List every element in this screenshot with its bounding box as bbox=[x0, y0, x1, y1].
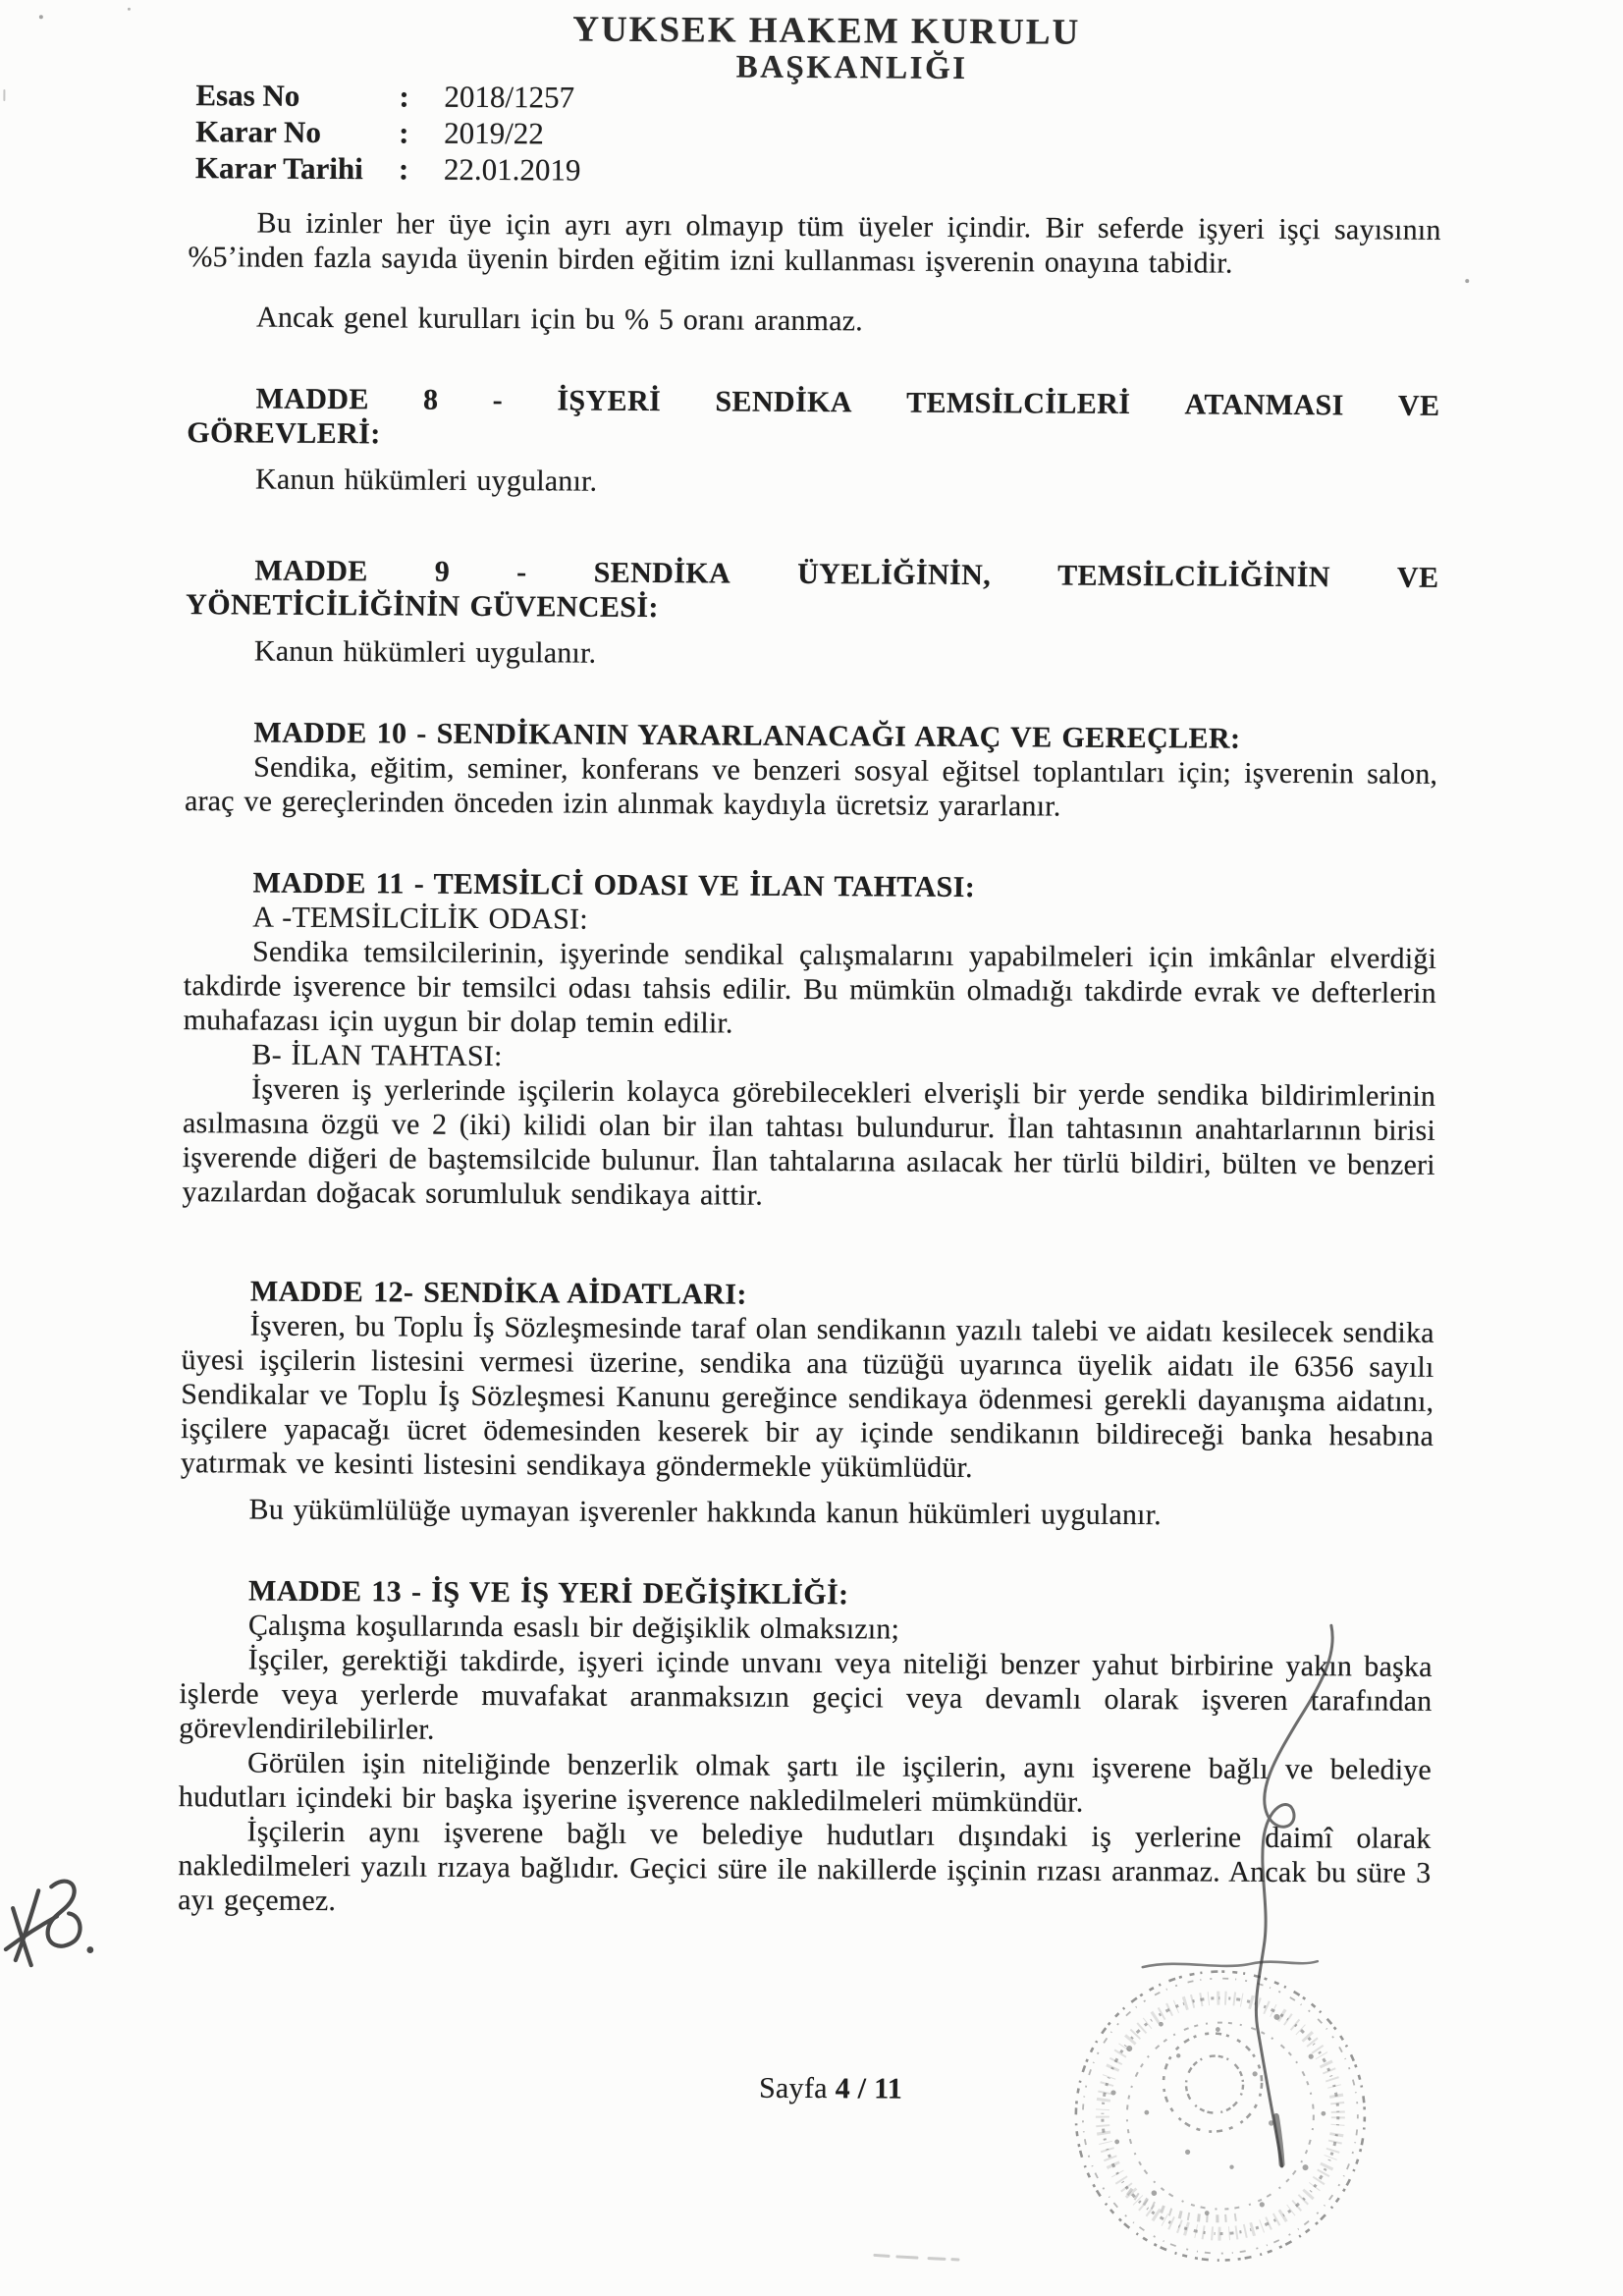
paragraph-temsilcilik: Sendika temsilcilerinin, işyerinde sendikal çalışmalarını yapabilmeleri için imkânlar elverdiği takdirde işverence bir temsilci odası tahsis edilir. Bu mümkün olmadığı takdirde evrak ve defterlerin muhafazası için uygun bir dolap temin edilir. bbox=[183, 935, 1437, 1040]
heading-madde-11: MADDE 11 - TEMSİLCİ ODASI VE İLAN TAHTASI: bbox=[252, 866, 976, 904]
meta-colon: : bbox=[398, 151, 409, 187]
meta-value: 2018/1257 bbox=[444, 79, 575, 115]
meta-label: Karar No bbox=[195, 114, 321, 149]
meta-row-karar-no bbox=[195, 113, 581, 151]
meta-value: 22.01.2019 bbox=[443, 151, 581, 188]
page-number-value: 4 / 11 bbox=[835, 2072, 903, 2105]
heading-madde-9: MADDE 9 - SENDİKA ÜYELİĞİNİN, TEMSİLCİLİĞİNİN VE YÖNETİCİLİĞİNİN GÜVENCESİ: bbox=[186, 554, 1439, 625]
meta-colon: : bbox=[399, 115, 409, 150]
paragraph-nakil: İşçilerin aynı işverene bağlı ve belediye hudutları dışındaki iş yerlerine daimî olarak nakledilmeleri yazılı rızaya bağlıdır. Geçici süre ile nakillerde işçinin rızası aranmaz. Ancak bu süre 3 ayı geçemez. bbox=[178, 1815, 1432, 1918]
paragraph-aidat: İşveren, bu Toplu İş Sözleşmesinde taraf olan sendikanın yazılı talebi ve aidatı kesilecek sendika üyesi işçilerin listesini vermesi üzerine, sendika ana tüzüğü uyarınca üyelik aidatı ile 6356 sayılı Sendikalar ve Toplu İş Sözleşmesi Kanunu gereğince sendikaya ödenmesi gerekli dayanışma aidatını, işçilere yapacağı ücret ödemesinden keserek bir ay içinde sendikanın bildireceği banka hesabına yatırmak ve kesinti listesini sendikaya göndermekle yükümlüdür. bbox=[180, 1309, 1434, 1485]
heading-madde-10: MADDE 10 - SENDİKANIN YARARLANACAĞI ARAÇ VE GEREÇLER: bbox=[253, 716, 1241, 755]
scan-speck bbox=[1465, 279, 1469, 283]
scan-speck bbox=[3, 89, 5, 101]
meta-row-karar-tarihi bbox=[195, 149, 581, 188]
paragraph-yukumluluk: Bu yükümlülüğe uymayan işverenler hakkında kanun hükümleri uygulanır. bbox=[248, 1493, 1162, 1532]
paragraph-calisma: Çalışma koşullarında esaslı bir değişiklik olmaksızın; bbox=[247, 1609, 900, 1646]
meta-label: Esas No bbox=[195, 78, 300, 113]
org-name-line2: BAŞKANLIĞI bbox=[735, 49, 968, 86]
paragraph-izinler: Bu izinler her üye için ayrı ayrı olmayıp tüm üyeler içindir. Bir seferde işyeri işçi sayısının %5’inden fazla sayıda üyenin birden eğitim izni kullanması işverenin onayına tabidir. bbox=[188, 206, 1441, 280]
page-number bbox=[759, 2072, 902, 2106]
meta-value: 2019/22 bbox=[444, 115, 544, 151]
heading-madde-8: MADDE 8 - İŞYERİ SENDİKA TEMSİLCİLERİ ATANMASI VE GÖREVLERİ: bbox=[187, 382, 1440, 451]
org-name-line1: YUKSEK HAKEM KURULU bbox=[572, 9, 1081, 53]
handwritten-initials-icon bbox=[0, 1866, 116, 1995]
heading-madde-12: MADDE 12- SENDİKA AİDATLARI: bbox=[249, 1275, 747, 1311]
document-body bbox=[178, 205, 1441, 1925]
heading-madde-13: MADDE 13 - İŞ VE İŞ YERİ DEĞİŞİKLİĞİ: bbox=[247, 1574, 849, 1612]
paragraph-madde-10: Sendika, eğitim, seminer, konferans ve benzeri sosyal eğitsel toplantıları için; işverenin salon, araç ve gereçlerinden önceden izin alınmak kaydıyla ücretsiz yararlanır. bbox=[184, 750, 1438, 823]
subheading-temsilcilik-odasi: A -TEMSİLCİLİK ODASI: bbox=[252, 901, 588, 936]
meta-colon: : bbox=[399, 79, 409, 114]
meta-row-esas-no bbox=[195, 77, 581, 115]
scan-speck bbox=[128, 8, 131, 11]
page-number-label: Sayfa bbox=[758, 2071, 828, 2105]
official-stamp-icon bbox=[1069, 1965, 1372, 2268]
paragraph-kanun-2: Kanun hükümleri uygulanır. bbox=[253, 634, 597, 670]
paragraph-isciler: İşçiler, gerektiği takdirde, işyeri içinde unvanı veya niteliği benzer yahut birbirine yakın başka işlerde veya yerlerde muvafakat aranmaksızın geçici veya devamlı olarak işveren tarafından görevlendirilebilirler. bbox=[179, 1643, 1433, 1746]
case-meta-block bbox=[195, 77, 581, 188]
paragraph-ilan: İşveren iş yerlerinde işçilerin kolayca görebilecekleri elverişli bir yerde sendika bildirimlerinin asılmasına özgü ve 2 (iki) kilidi olan bir ilan tahtası bulundurur. İlan tahtasının anahtarlarının birisi işverende diğeri de baştemsilcide bulunur. İlan tahtalarına asılacak her türlü bildiri, bülten ve benzeri yazılardan doğacak sorumluluk sendikaya aittir. bbox=[182, 1072, 1436, 1212]
subheading-ilan-tahtasi: B- İLAN TAHTASI: bbox=[251, 1038, 503, 1073]
paragraph-kanun-1: Kanun hükümleri uygulanır. bbox=[254, 463, 598, 498]
paragraph-ancak: Ancak genel kurulları için bu % 5 oranı aranmaz. bbox=[255, 301, 863, 338]
meta-label: Karar Tarihi bbox=[194, 150, 363, 187]
paragraph-gorulen: Görülen işin niteliğinde benzerlik olmak şartı ile işçilerin, aynı işverene bağlı ve belediye hudutları içindeki bir başka işyerine işverence nakledilmeleri mümkündür. bbox=[178, 1746, 1433, 1819]
scan-speck bbox=[39, 15, 43, 19]
page-title bbox=[335, 9, 1317, 87]
